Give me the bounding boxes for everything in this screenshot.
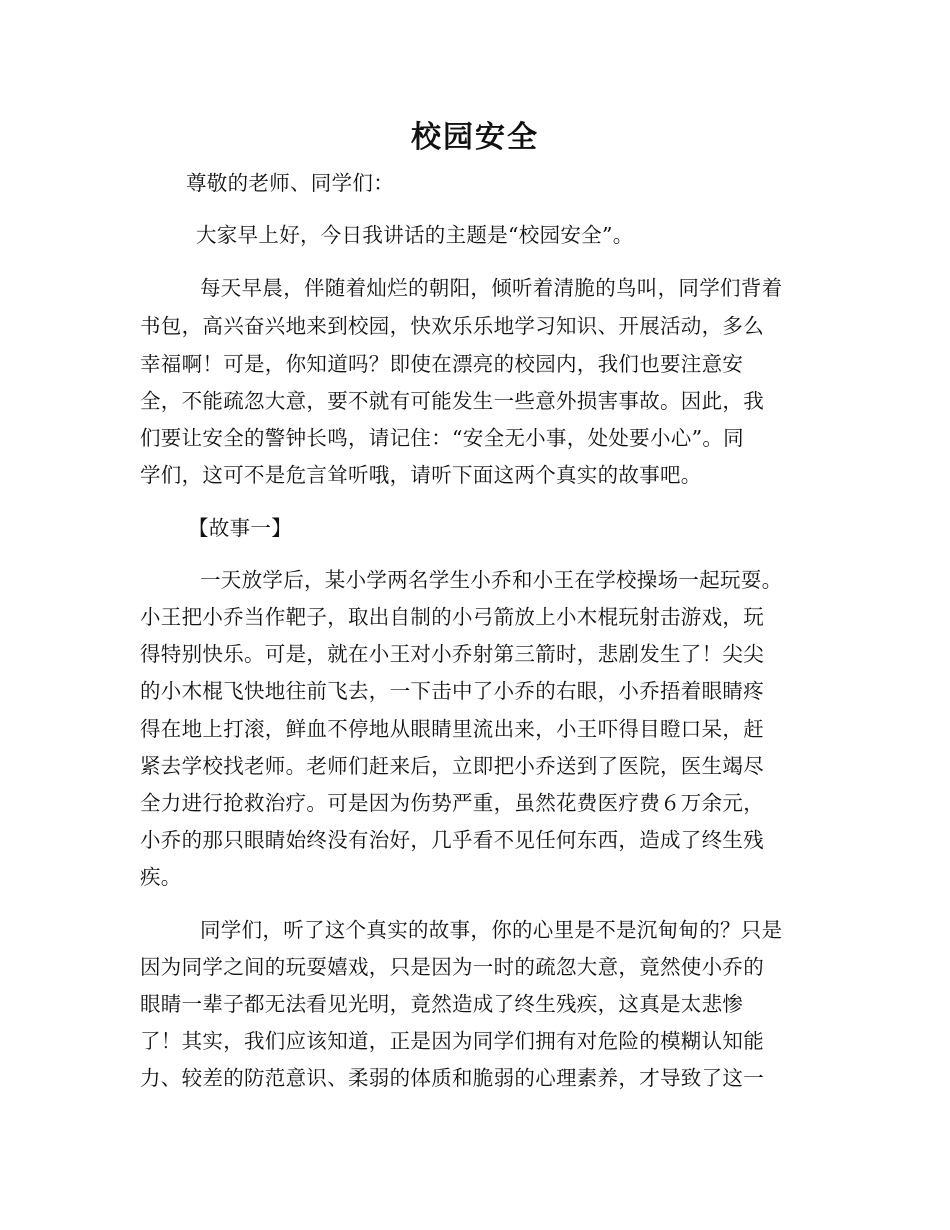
- paragraph-line: 书包，高兴奋兴地来到校园，快欢乐乐地学习知识、开展活动，多么: [140, 314, 764, 338]
- paragraph-line: 力、较差的防范意识、柔弱的体质和脆弱的心理素养，才导致了这一: [140, 1066, 764, 1090]
- paragraph-line: 紧去学校找老师。老师们赶来后，立即把小乔送到了医院，医生竭尽: [140, 754, 764, 778]
- greeting-line: 大家早上好，今日我讲话的主题是“校园安全”。: [196, 223, 634, 247]
- paragraph-line: 得在地上打滚，鲜血不停地从眼睛里流出来，小王吓得目瞪口呆，赶: [140, 717, 764, 741]
- story-heading: 【故事一】: [188, 516, 292, 540]
- paragraph-line: 学们，这可不是危言耸听哦，请听下面这两个真实的故事吧。: [140, 463, 702, 487]
- paragraph-line: 一天放学后，某小学两名学生小乔和小王在学校操场一起玩耍。: [200, 568, 783, 592]
- paragraph-line: 因为同学之间的玩耍嬉戏，只是因为一时的疏忽大意，竟然使小乔的: [140, 955, 764, 979]
- paragraph-line: 全，不能疏忽大意，要不就有可能发生一些意外损害事故。因此，我: [140, 389, 764, 413]
- paragraph-line: 小乔的那只眼睛始终没有治好，几乎看不见任何东西，造成了终生残: [140, 828, 764, 852]
- paragraph-line: 小王把小乔当作靶子，取出自制的小弓箭放上小木棍玩射击游戏，玩: [140, 605, 764, 629]
- paragraph-line: 了！其实，我们应该知道，正是因为同学们拥有对危险的模糊认知能: [140, 1029, 764, 1053]
- salutation-line: 尊敬的老师、同学们：: [186, 171, 394, 195]
- paragraph-line: 眼睛一辈子都无法看见光明，竟然造成了终生残疾，这真是太悲惨: [140, 992, 744, 1016]
- paragraph-line: 得特别快乐。可是，就在小王对小乔射第三箭时，悲剧发生了！尖尖: [140, 642, 764, 666]
- paragraph-line: 每天早晨，伴随着灿烂的朝阳，倾听着清脆的鸟叫，同学们背着: [200, 276, 783, 300]
- paragraph-line: 全力进行抢救治疗。可是因为伤势严重，虽然花费医疗费６万余元，: [140, 791, 764, 815]
- paragraph-line: 同学们，听了这个真实的故事，你的心里是不是沉甸甸的？只是: [200, 918, 783, 942]
- paragraph-line: 们要让安全的警钟长鸣，请记住：“安全无小事，处处要小心”。同: [140, 426, 744, 450]
- paragraph-line: 的小木棍飞快地往前飞去，一下击中了小乔的右眼，小乔捂着眼睛疼: [140, 679, 764, 703]
- paragraph-line: 疾。: [140, 865, 182, 889]
- paragraph-line: 幸福啊！可是，你知道吗？即使在漂亮的校园内，我们也要注意安: [140, 352, 744, 376]
- document-title: 校园安全: [411, 120, 539, 155]
